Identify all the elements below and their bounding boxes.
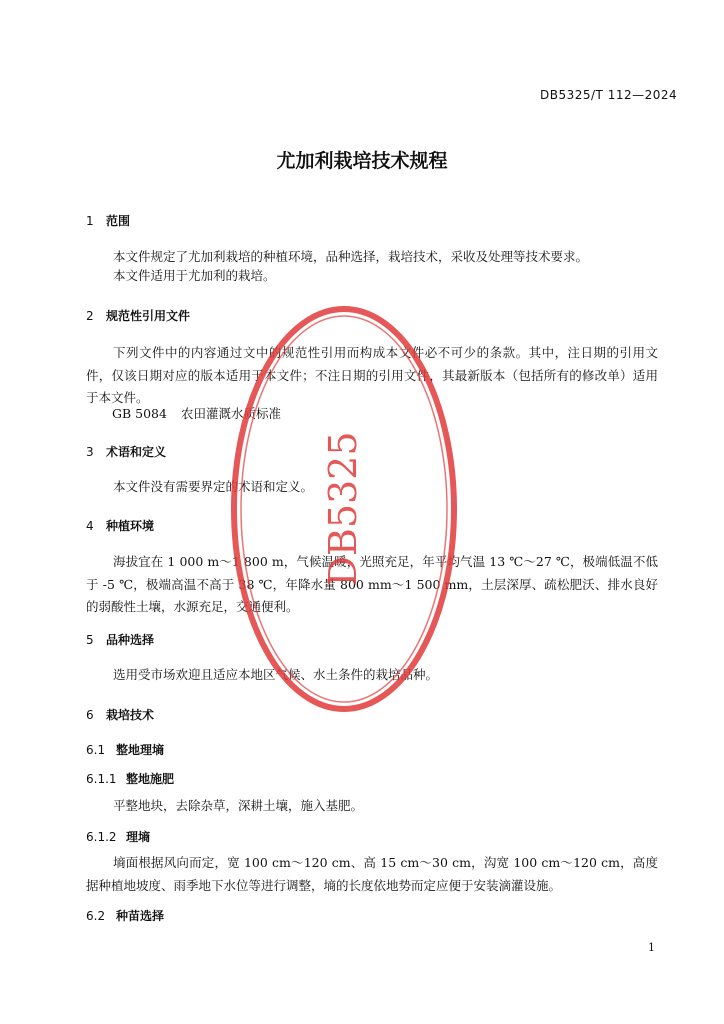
section-title: 种植环境 <box>106 519 155 533</box>
paragraph: 本文件规定了尤加利栽培的种植环境，品种选择，栽培技术，采收及处理等技术要求。 <box>113 249 589 264</box>
section-heading-6 <box>86 706 154 723</box>
subsection-heading-6-1-2 <box>86 828 150 845</box>
seal-center-text: DB5325 <box>321 431 365 587</box>
reference-code: GB 5084 <box>112 406 167 421</box>
section-number: 6.1 <box>86 743 106 757</box>
section-number: 6.1.1 <box>86 772 117 786</box>
reference-title: 农田灌溉水质标准 <box>180 406 281 421</box>
section-title: 种苗选择 <box>116 909 165 923</box>
section-heading-3 <box>86 443 166 460</box>
page-number: 1 <box>648 941 655 954</box>
section-title: 栽培技术 <box>106 708 155 722</box>
standard-number: DB5325/T 112—2024 <box>540 88 678 102</box>
section-title: 范围 <box>106 214 131 228</box>
paragraph: 下列文件中的内容通过文中的规范性引用而构成本文件必不可少的条款。其中，注日期的引用文件，仅该日期对应的版本适用于本文件；不注日期的引用文件，其最新版本（包括所有的修改单）适用于本文件。 <box>86 345 658 405</box>
section-number: 6.1.2 <box>86 830 117 844</box>
section-number: 3 <box>86 445 94 459</box>
paragraph: 海拔宜在 1 000 m～1 800 m，气候温暖，光照充足，年平均气温 13 ℃～27 ℃，极端低温不低于 -5 ℃，极端高温不高于 38 ℃，年降水量 800 mm～1 500 mm，土层深厚、疏松肥沃、排水良好的弱酸性土壤，水源充足，交通便利。 <box>86 554 658 614</box>
subsection-heading-6-1 <box>86 741 164 758</box>
section-number: 5 <box>86 633 94 647</box>
paragraph: 本文件没有需要界定的术语和定义。 <box>113 479 314 494</box>
section-title: 理墒 <box>126 830 151 844</box>
section-heading-2 <box>86 307 190 324</box>
paragraph: 平整地块，去除杂草，深耕土壤，施入基肥。 <box>113 798 364 813</box>
section-heading-5 <box>86 631 154 648</box>
section-title: 品种选择 <box>106 633 155 647</box>
section-heading-4 <box>86 517 154 534</box>
paragraph: 选用受市场欢迎且适应本地区气候、水土条件的栽培品种。 <box>113 667 439 682</box>
section-number: 1 <box>86 214 94 228</box>
section-title: 规范性引用文件 <box>106 309 191 323</box>
subsection-heading-6-1-1 <box>86 770 174 787</box>
paragraph: 本文件适用于尤加利的栽培。 <box>113 268 276 283</box>
section-title: 术语和定义 <box>106 445 167 459</box>
section-number: 6 <box>86 708 94 722</box>
normative-reference <box>112 404 295 422</box>
subsection-heading-6-2 <box>86 907 164 924</box>
document-title: 尤加利栽培技术规程 <box>276 150 448 172</box>
section-title: 整地施肥 <box>126 772 175 786</box>
section-number: 6.2 <box>86 909 106 923</box>
paragraph: 墒面根据风向而定，宽 100 cm～120 cm、高 15 cm～30 cm，沟宽 100 cm～120 cm，高度据种植地坡度、雨季地下水位等进行调整，墒的长度依地势而定应便于安装滴灌设施。 <box>86 855 658 893</box>
section-title: 整地理墒 <box>116 743 165 757</box>
section-heading-1 <box>86 212 130 229</box>
section-number: 2 <box>86 309 94 323</box>
section-number: 4 <box>86 519 94 533</box>
